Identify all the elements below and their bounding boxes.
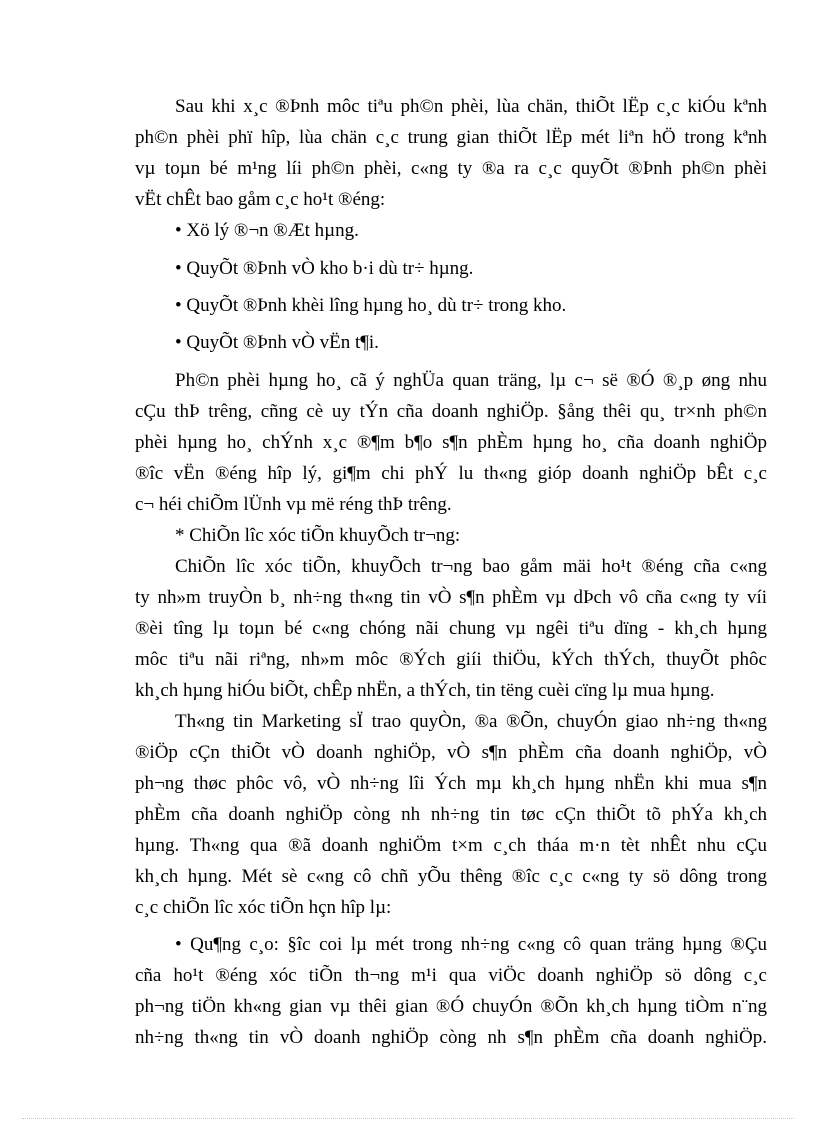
- paragraph-line: c¬ héi chiÕm lÜnh vµ më réng thÞ trêng.: [135, 494, 452, 515]
- bullet-item: • QuyÕt ®Þnh vÒ kho b·i dù tr÷ hµng.: [175, 258, 474, 279]
- paragraph-line: ®iÖp cÇn thiÕt vÒ doanh nghiÖp, vÒ s¶n phÈm cña doanh nghiÖp, vÒ: [135, 742, 767, 763]
- paragraph-line: ph¬ng tiÖn kh«ng gian vµ thêi gian ®Ó chuyÓn ®Õn kh¸ch hµng tiÒm n¨ng: [135, 996, 767, 1017]
- paragraph-line: Sau khi x¸c ®Þnh môc tiªu ph©n phèi, lùa chän, thiÕt lËp c¸c kiÓu kªnh: [175, 96, 767, 117]
- paragraph-line: Ph©n phèi hµng ho¸ cã ý nghÜa quan träng, lµ c¬ së ®Ó ®¸p øng nhu: [175, 370, 767, 391]
- paragraph-line: phÈm cña doanh nghiÖp còng nh nh÷ng tin tøc cÇn thiÕt tõ phÝa kh¸ch: [135, 804, 767, 825]
- paragraph-line: cña ho¹t ®éng xóc tiÕn th¬ng m¹i qua viÖc doanh nghiÖp sö dông c¸c: [135, 965, 767, 986]
- paragraph-line: ty nh»m truyÒn b¸ nh÷ng th«ng tin vÒ s¶n phÈm vµ dÞch vô cña c«ng ty víi: [135, 587, 767, 608]
- paragraph-line: vµ toµn bé m¹ng líi ph©n phèi, c«ng ty ®a ra c¸c quyÕt ®Þnh ph©n phèi: [135, 158, 767, 179]
- paragraph-line: vËt chÊt bao gåm c¸c ho¹t ®éng:: [135, 189, 386, 210]
- paragraph-line: ph¬ng thøc phôc vô, vÒ nh÷ng lîi Ých mµ kh¸ch hµng nhËn khi mua s¶n: [135, 773, 767, 794]
- paragraph-line: phèi hµng ho¸ chÝnh x¸c ®¶m b¶o s¶n phÈm hµng ho¸ cña doanh nghiÖp: [135, 432, 767, 453]
- paragraph-line: ph©n phèi phï hîp, lùa chän c¸c trung gian thiÕt lËp mét liªn hÖ trong kªnh: [135, 127, 767, 148]
- paragraph-line: ®èi tîng lµ toµn bé c«ng chóng nãi chung vµ ngêi tiªu dïng - kh¸ch hµng: [135, 618, 767, 639]
- section-heading: * ChiÕn lîc xóc tiÕn khuyÕch tr¬ng:: [175, 525, 461, 546]
- bullet-paragraph-line: • Qu¶ng c¸o: §îc coi lµ mét trong nh÷ng c«ng cô quan träng hµng ®Çu: [175, 934, 767, 955]
- paragraph-line: ChiÕn lîc xóc tiÕn, khuyÕch tr¬ng bao gåm mäi ho¹t ®éng cña c«ng: [175, 556, 767, 577]
- paragraph-line: c¸c chiÕn lîc xóc tiÕn hçn hîp lµ:: [135, 897, 392, 918]
- paragraph-line: nh÷ng th«ng tin vÒ doanh nghiÖp còng nh s¶n phÈm cña doanh nghiÖp.: [135, 1027, 767, 1048]
- paragraph-line: hµng. Th«ng qua ®ã doanh nghiÖm t×m c¸ch tháa m·n tèt nhÊt nhu cÇu: [135, 835, 767, 856]
- paragraph-line: kh¸ch hµng. Mét sè c«ng cô chñ yÕu thêng ®îc c¸c c«ng ty sö dông trong: [135, 866, 767, 887]
- paragraph-line: môc tiªu nãi riªng, nh»m môc ®Ých giíi thiÖu, kÝch thÝch, thuyÕt phôc: [135, 649, 767, 670]
- bullet-item: • Xö lý ®¬n ®Æt hµng.: [175, 220, 359, 241]
- page-bottom-divider: [22, 1118, 794, 1119]
- paragraph-line: cÇu thÞ trêng, cñng cè uy tÝn cña doanh nghiÖp. §ång thêi qu¸ tr×nh ph©n: [135, 401, 767, 422]
- paragraph-line: ®îc vËn ®éng hîp lý, gi¶m chi phÝ lu th«ng gióp doanh nghiÖp bÊt c¸c: [135, 463, 767, 484]
- paragraph-line: kh¸ch hµng hiÓu biÕt, chÊp nhËn, a thÝch, tin tëng cuèi cïng lµ mua hµng.: [135, 680, 715, 701]
- bullet-item: • QuyÕt ®Þnh khèi lîng hµng ho¸ dù tr÷ trong kho.: [175, 295, 567, 316]
- bullet-item: • QuyÕt ®Þnh vÒ vËn t¶i.: [175, 332, 379, 353]
- paragraph-line: Th«ng tin Marketing sÏ trao quyÒn, ®a ®Õn, chuyÓn giao nh÷ng th«ng: [175, 711, 767, 732]
